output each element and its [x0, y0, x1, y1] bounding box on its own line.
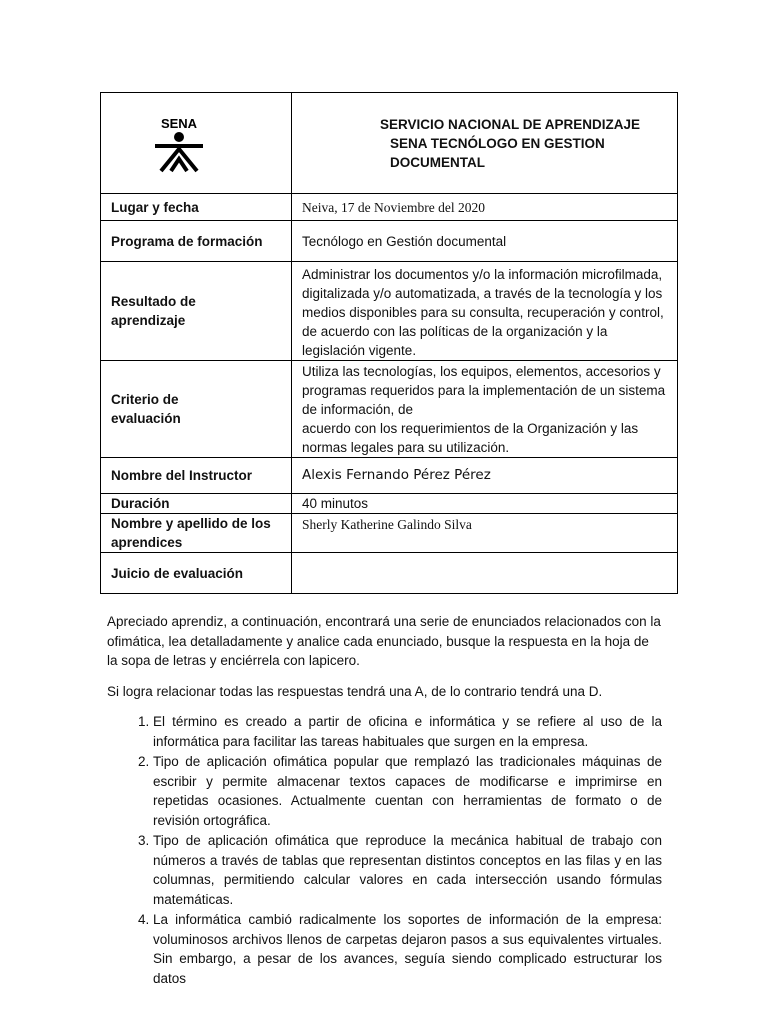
- sena-logo-icon: [149, 113, 209, 173]
- intro-paragraph: Apreciado aprendiz, a continuación, encontrará una serie de enunciados relacionados con la ofimática, lea detalladamente y analice cada enunciado, busque la respuesta en la hoja de la sopa de letras y enciérrela con lapicero.: [107, 614, 661, 668]
- criterio-value: [292, 361, 678, 458]
- logo-text: SENA: [160, 116, 198, 131]
- resultado-row: [101, 262, 678, 361]
- info-table: [100, 92, 678, 594]
- criterio-value-1: Utiliza las tecnologías, los equipos, elementos, accesorios y programas requeridos para la implementación de un sistema de información, de: [302, 364, 666, 417]
- rule-paragraph: Si logra relacionar todas las respuestas tendrá una A, de lo contrario tendrá una D.: [107, 683, 603, 699]
- juicio-row: [101, 553, 678, 594]
- programa-label: Programa de formación: [101, 221, 292, 262]
- criterio-value-2: acuerdo con los requerimientos de la Organización y las normas legales para su utilización.: [302, 421, 639, 455]
- title-line-3: DOCUMENTAL: [390, 154, 485, 170]
- list-item: 2. Tipo de aplicación ofimática popular que remplazó las tradicionales máquinas de escribir y permite almacenar textos capaces de modificarse e imprimirse en repetidas ocasiones. Actualmente cuentan con herramientas de formato o de revisión ortográfica.: [153, 752, 662, 830]
- programa-row: [101, 221, 678, 262]
- resultado-value: Administrar los documentos y/o la información microfilmada, digitalizada y/o automatizada, a través de la tecnología y los medios disponibles para su consulta, recuperación y control, de acuerdo con las políticas de la organización y la legislación vigente.: [292, 262, 678, 361]
- instructor-label: Nombre del Instructor: [101, 458, 292, 494]
- header-title-cell: [292, 93, 678, 194]
- aprendices-row: [101, 514, 678, 553]
- duracion-row: [101, 494, 678, 514]
- instructor-value: Alexis Fernando Pérez Pérez: [292, 458, 678, 494]
- resultado-label: Resultado de aprendizaje: [101, 262, 292, 361]
- title-line-1: SERVICIO NACIONAL DE APRENDIZAJE: [380, 116, 641, 132]
- question-list: [107, 712, 662, 988]
- lugar-label: Lugar y fecha: [101, 194, 292, 221]
- instructions-body: [107, 612, 662, 989]
- header-title: [380, 115, 667, 172]
- lugar-row: [101, 194, 678, 221]
- lugar-value: Neiva, 17 de Noviembre del 2020: [292, 194, 678, 221]
- list-item: 4. La informática cambió radicalmente los soportes de información de la empresa: voluminosos archivos llenos de carpetas dejaron pasos a sus equivalentes virtuales. Sin embargo, a pesar de los avances, seguía siendo complicado estructurar los datos: [153, 910, 662, 988]
- juicio-label: Juicio de evaluación: [101, 553, 292, 594]
- criterio-label: Criterio de evaluación: [101, 361, 292, 458]
- header-row: [101, 93, 678, 194]
- juicio-value: [292, 553, 678, 594]
- criterio-row: [101, 361, 678, 458]
- aprendices-label: Nombre y apellido de los aprendices: [101, 514, 292, 553]
- title-line-2: SENA TECNÓLOGO EN GESTION: [390, 135, 605, 151]
- programa-value: Tecnólogo en Gestión documental: [292, 221, 678, 262]
- duracion-value: 40 minutos: [292, 494, 678, 514]
- aprendices-value: Sherly Katherine Galindo Silva: [292, 514, 678, 553]
- duracion-label: Duración: [101, 494, 292, 514]
- list-item: 1. El término es creado a partir de oficina e informática y se refiere al uso de la informática para facilitar las tareas habituales que surgen en la empresa.: [153, 712, 662, 751]
- instructor-row: [101, 458, 678, 494]
- logo-cell: [101, 93, 292, 194]
- list-item: 3. Tipo de aplicación ofimática que reproduce la mecánica habitual de trabajo con números a través de tablas que representan distintos conceptos en las filas y en las columnas, permitiendo calcular valores en cada intersección usando fórmulas matemáticas.: [153, 831, 662, 909]
